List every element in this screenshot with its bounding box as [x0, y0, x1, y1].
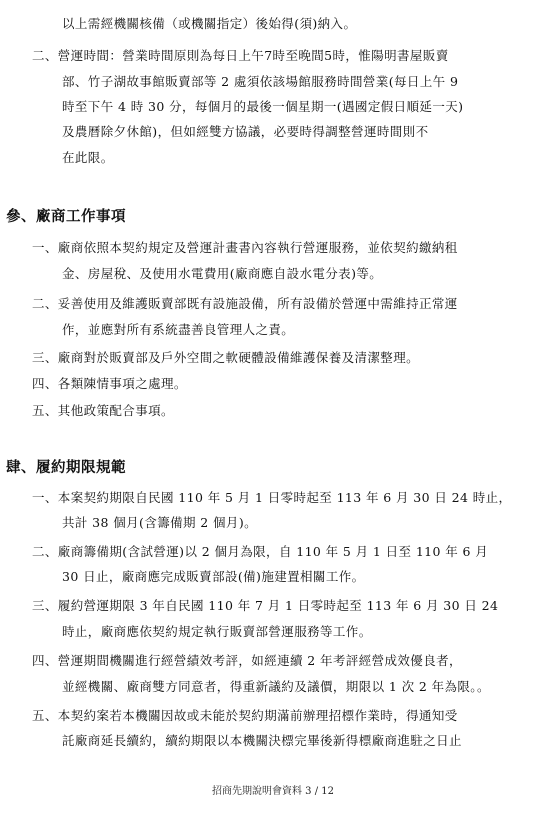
- text-line: 三、履約營運期限 3 年自民國 110 年 7 月 1 日零時起至 113 年 6 月 30 日 24: [32, 598, 499, 613]
- text-line: 時止，廠商應依契約規定執行販賣部營運服務等工作。: [62, 624, 372, 639]
- text-line: 四、營運期間機關進行經營績效考評，如經連續 2 年考評經營成效優良者，: [32, 653, 462, 668]
- text-line: 金、房屋稅、及使用水電費用(廠商應自設水電分表)等。: [62, 266, 383, 281]
- text-line: 一、本案契約期限自民國 110 年 5 月 1 日零時起至 113 年 6 月 30 日 24 時止，: [32, 490, 512, 505]
- text-line: 五、其他政策配合事項。: [32, 403, 174, 418]
- text-line: 以上需經機關核備（或機關指定）後始得(須)納入。: [62, 16, 357, 31]
- text-line: 並經機關、廠商雙方同意者，得重新議約及議價，期限以 1 次 2 年為限。。: [62, 679, 490, 694]
- section-heading: 肆、履約期限規範: [6, 459, 126, 476]
- text-line: 二、妥善使用及維護販賣部既有設施設備，所有設備於營運中需維持正常運: [32, 296, 458, 311]
- text-line: 託廠商延長續約，續約期限以本機關決標完畢後新得標廠商進駐之日止: [62, 733, 462, 748]
- text-line: 一、廠商依照本契約規定及營運計畫書內容執行營運服務，並依契約繳納租: [32, 240, 458, 255]
- text-line: 30 日止，廠商應完成販賣部設(備)施建置相關工作。: [62, 569, 365, 584]
- text-line: 時至下午 4 時 30 分，每個月的最後一個星期一(遇國定假日順延一天): [62, 99, 464, 114]
- text-line: 二、廠商籌備期(含試營運)以 2 個月為限，自 110 年 5 月 1 日至 110 年 6 月: [32, 544, 489, 559]
- page-footer: 招商先期說明會資料 3 / 12: [212, 786, 334, 797]
- text-line: 部、竹子湖故事館販賣部等 2 處須依該場館服務時間營業(每日上午 9: [62, 74, 459, 89]
- section-heading: 參、廠商工作事項: [6, 208, 126, 225]
- text-line: 作，並應對所有系統盡善良管理人之責。: [62, 322, 295, 337]
- text-line: 及農曆除夕休館)，但如經雙方協議，必要時得調整營運時間則不: [62, 124, 429, 139]
- text-line: 共計 38 個月(含籌備期 2 個月)。: [62, 515, 258, 530]
- text-line: 三、廠商對於販賣部及戶外空間之軟硬體設備維護保養及清潔整理。: [32, 350, 420, 365]
- text-line: 二、營運時間：營業時間原則為每日上午7時至晚間5時，惟陽明書屋販賣: [32, 48, 449, 63]
- text-line: 四、各類陳情事項之處理。: [32, 376, 187, 391]
- text-line: 五、本契約案若本機關因故或未能於契約期滿前辦理招標作業時，得通知受: [32, 708, 458, 723]
- text-line: 在此限。: [62, 150, 114, 165]
